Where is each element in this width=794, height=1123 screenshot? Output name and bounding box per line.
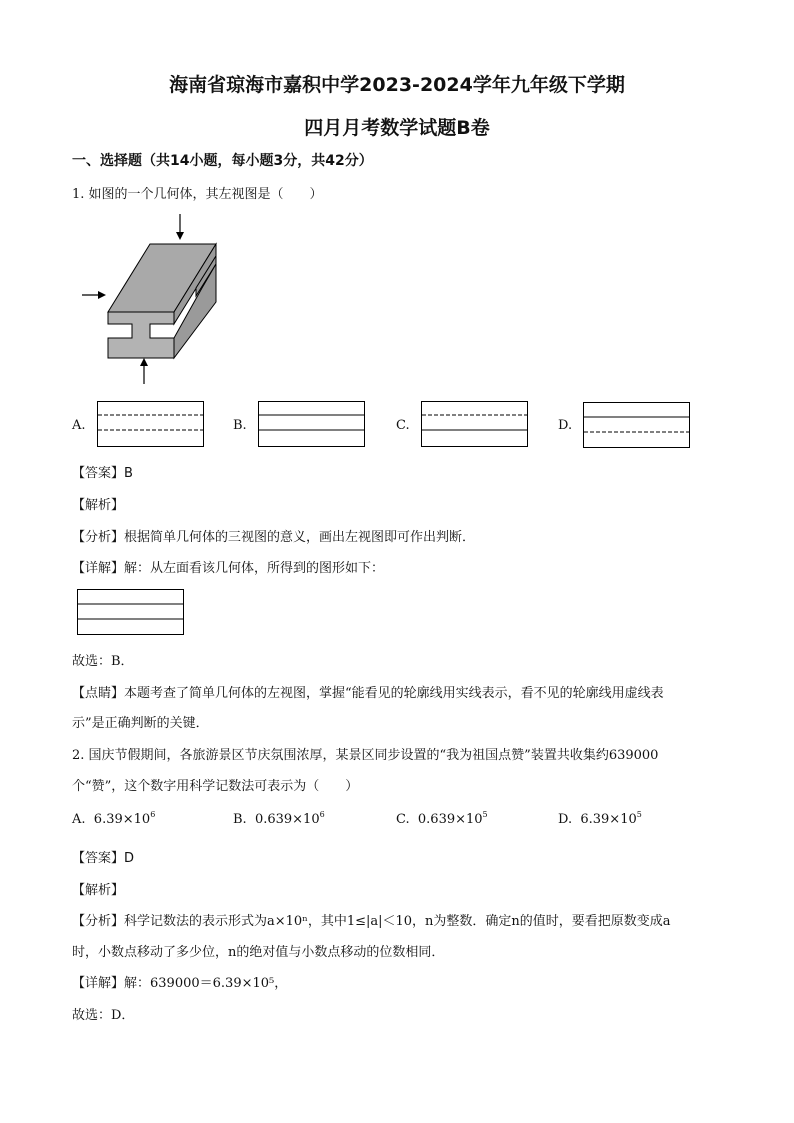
q1-option-d-label: D. xyxy=(558,418,573,433)
q1-answer-line xyxy=(72,462,133,481)
q2-fenxi-text: 科学记数法的表示形式为a×10ⁿ，其中1≤|a|＜10，n为整数．确定n的值时，要看把原数变成a xyxy=(124,914,671,929)
q2-answer-line xyxy=(72,847,134,866)
q2-option-d-base: 6.39×10 xyxy=(580,812,637,827)
q1-dianjing-text: 本题考查了简单几何体的左视图，掌握“能看见的轮廓线用实线表示，看不见的轮廓线用虚线表 xyxy=(124,686,664,701)
q1-xiangjie xyxy=(72,557,384,576)
q1-option-b-figure xyxy=(258,401,365,447)
q1-answer-tag: 【答案】 xyxy=(72,466,125,481)
q2-option-b-label: B. xyxy=(233,812,247,827)
q1-dianjing-line1 xyxy=(72,682,664,701)
q2-xiangjie xyxy=(72,972,287,991)
q2-option-d xyxy=(558,812,642,827)
q2-option-a-exp: 6 xyxy=(150,810,156,819)
q1-left-view-figure xyxy=(77,589,184,635)
q2-option-c-label: C. xyxy=(396,812,410,827)
q1-stem: 1. 如图的一个几何体，其左视图是（ ） xyxy=(72,187,323,202)
q2-option-c xyxy=(396,812,488,827)
q1-option-d-figure xyxy=(583,402,690,448)
q1-fenxi xyxy=(72,526,475,545)
q2-answer-value: D xyxy=(124,851,135,866)
q2-option-c-base: 0.639×10 xyxy=(417,812,483,827)
q2-option-a xyxy=(72,812,155,827)
q2-conclusion: 故选：D． xyxy=(72,1008,135,1023)
q2-fenxi-tag: 【分析】 xyxy=(72,914,125,929)
q2-xiangjie-tag: 【详解】 xyxy=(72,976,125,991)
q2-option-b xyxy=(233,812,325,827)
q1-option-a-figure xyxy=(97,401,204,447)
q1-fenxi-tag: 【分析】 xyxy=(72,530,125,545)
q1-xiangjie-text: 解：从左面看该几何体，所得到的图形如下： xyxy=(124,561,385,576)
q2-xiangjie-text: 解：639000＝6.39×10⁵， xyxy=(124,976,288,991)
q2-option-a-label: A. xyxy=(72,812,86,827)
q1-fenxi-text: 根据简单几何体的三视图的意义，画出左视图即可作出判断． xyxy=(124,530,476,545)
q1-option-c-label: C. xyxy=(396,418,410,433)
q2-option-d-label: D. xyxy=(558,812,573,827)
q2-option-b-exp: 6 xyxy=(319,810,325,819)
q2-option-a-base: 6.39×10 xyxy=(93,812,151,827)
doc-title-line1: 海南省琼海市嘉积中学2023-2024学年九年级下学期 xyxy=(169,74,625,96)
q1-solid-figure xyxy=(78,212,228,387)
q1-option-b-label: B. xyxy=(233,418,247,433)
q1-option-a-label: A. xyxy=(72,418,86,433)
doc-title-line2: 四月月考数学试题B卷 xyxy=(304,117,490,139)
section-heading: 一、选择题（共14小题，每小题3分，共42分） xyxy=(72,153,373,169)
q1-option-c-figure xyxy=(421,401,528,447)
q1-dianjing-tag: 【点睛】 xyxy=(72,686,125,701)
q2-fenxi-line2: 时，小数点移动了多少位，n的绝对值与小数点移动的位数相同． xyxy=(72,945,445,960)
q1-dianjing-line2: 示”是正确判断的关键． xyxy=(72,716,209,731)
q1-conclusion: 故选：B． xyxy=(72,654,134,669)
q2-stem-line1: 2. 国庆节假期间，各旅游景区节庆氛围浓厚，某景区同步设置的“我为祖国点赞”装置共收集约639000 xyxy=(72,748,659,763)
q1-xiangjie-tag: 【详解】 xyxy=(72,561,125,576)
q1-answer-value: B xyxy=(124,466,133,481)
q2-option-d-exp: 5 xyxy=(636,810,642,819)
q1-analysis-tag: 【解析】 xyxy=(72,498,125,513)
q2-analysis-tag: 【解析】 xyxy=(72,883,125,898)
q2-stem-line2: 个“赞”，这个数字用科学记数法可表示为（ ） xyxy=(72,779,359,794)
q2-fenxi-line1 xyxy=(72,910,671,929)
q2-option-c-exp: 5 xyxy=(482,810,488,819)
q2-answer-tag: 【答案】 xyxy=(72,851,125,866)
q2-option-b-base: 0.639×10 xyxy=(254,812,320,827)
